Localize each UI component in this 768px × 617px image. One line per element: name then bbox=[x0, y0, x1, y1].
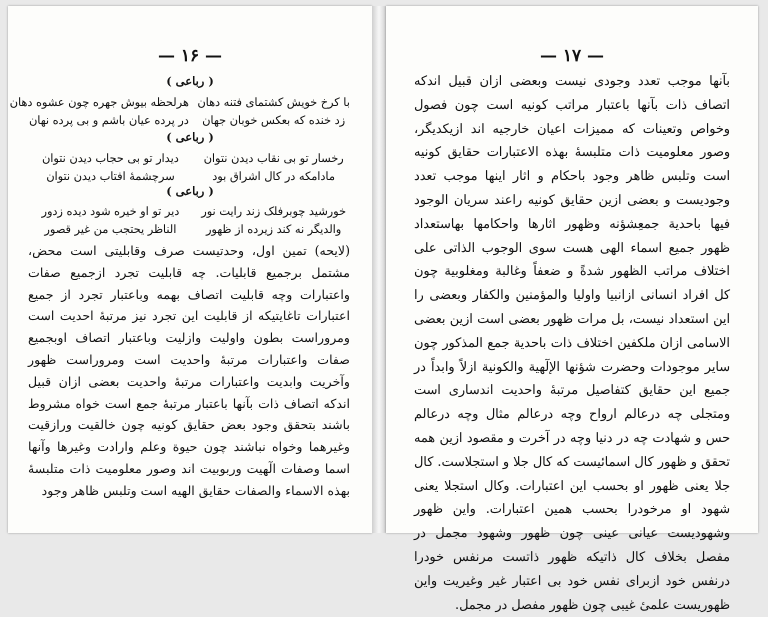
stanza-verse bbox=[32, 203, 352, 241]
verse-line: رخسار تو بی نقاب دیدن نتوان bbox=[203, 152, 344, 165]
stanza-heading: ( رباعی ) bbox=[166, 130, 214, 144]
body-paragraph: (لایحه) تمین اول، وحدتیست صرف وقابلیتی است محض، مشتمل برجمیع قابلیات. چه قابلیت تجرد ازجمیع صفات واعتبارات وچه قابلیت اتصاف بهمه وباعتبار تجرد از جمیع اعتبارات تاغایتیکه از قابلیت این تجرد نیز مرتبهٔ احدیت است ومروراست بطون واولیت وازلیت وباعتبار اتصاف اوبجمیع صفات واعتبارات مرتبهٔ واحدیت است ومروراست ظهور وآخریت وابدیت واعتبارات مرتبهٔ واحدیت بعضی ازان قبیل اندکه اتصاف ذات بآنها باعتبار مرتبهٔ جمع است خواه مشروط باشند بتحقق وجود بعض حقایق کونیه چون خالقیت ورازقیت وغیرهما وخواه نباشند چون حیوة وعلم وارادت وغیرها وآنها اسما وصفات الٓهیت وربوبیت اند وصور معلومیت ذات متلبسهٔ بهذه الاسماء والصفات حقایق الهیه است وتلبس ظاهر وجود bbox=[28, 243, 350, 498]
page-number: — ۱۷ — bbox=[539, 46, 605, 66]
verse-line: در پرده عیان باشم و بی پرده نهان bbox=[28, 114, 189, 127]
page-number: — ۱۶ — bbox=[157, 46, 223, 66]
verse-line: دیر تو او خیره شود دیده زدور bbox=[41, 205, 180, 218]
body-paragraph: بآنها موجب تعدد وجودی نیست وبعضی ازان قبیل اندکه اتصاف ذات بآنها باعتبار مراتب کونیه است چون فصول وخواص وتعینات که ممیزات اعیان خارجیه اند ازیکدیگر، وصور معلومیت ذات متلبسهٔ بهذه الاعتبارات حقایق کونیه است وتلبس ظاهر وجود باحکام و اثار اینها موجب تعدد وجودیست و بعضی ازین حقایق کونیه راعند سریان الوجود فیها باحدیة جمعِشؤنه وظهور اثارها واحکامها بهاستعداد ظهور جمیع اسماء الهی هست سوی الوجوب الذاتی علی اختلاف مراتب الظهور شدةً و ضعفاً وغالبة ومغلوبیة چون کل افراد انسانی ازانبیا واولیا والمؤمنین والکفار وبعضی را این استعداد نیست، بل مرات ظهور بعضی است ازین بعضی الاسامی ازان ملکفین اختلاف ذات باحدیة جمع المذکور چون سایر موجودات وحضرت شؤنها الإلٓهية والكونية ازلاً وابداً در جمیع این حقایق کتفاصیل مرتبهٔ واحدیت اندساری است ومتجلی چه درعالم ارواح وچه درعالم مثال وچه درعالم حس و شهادت چه در دنیا وچه در آخرت و مقصود ازین همه تحقق و ظهور کال اسمائیست که کال جلا و استجلاست. کال جلا یعنی ظهور او بحسب این اعتبارات. وکال استجلا یعنی شهود او مرخودرا بحسب همین اعتبارات. واین ظهور وشهودیست عیانی عینی چون ظهور وشهود مجمل در مفصل بخلاف کال ذاتیکه ظهور ذاتست مرنفس خودرا درنفس خود ازبرای نفس خود بی اعتبار غیر وغیریت واین ظهوریست علمیٔ غیبی چون ظهور مفصل در مجمل. bbox=[414, 74, 730, 613]
verse-line: سرچشمهٔ افتاب دیدن نتوان bbox=[46, 170, 175, 183]
book-gutter bbox=[372, 6, 386, 533]
verse-line: الناظر یحتجب من غیر قصور bbox=[44, 223, 177, 236]
verse-line: زد خنده که بعکس خوبان جهان bbox=[202, 114, 346, 127]
verse-line: دیدار تو بی حجاب دیدن نتوان bbox=[42, 152, 179, 165]
stanza-heading: ( رباعی ) bbox=[166, 184, 214, 198]
verse-line: خورشید چوبرفلک زند رایت نور bbox=[201, 205, 346, 218]
verse-line: با کرخ خویش کشتمای فتنه دهان bbox=[197, 96, 350, 109]
left-page bbox=[8, 6, 372, 533]
verse-line: والدیگر نه کند زیرده از ظهور bbox=[205, 223, 342, 236]
right-page bbox=[386, 6, 758, 613]
stanza-verse bbox=[32, 150, 352, 188]
verse-line: هرلحظه بیوش جهره چون عشوه دهان bbox=[9, 96, 189, 109]
stanza-verse bbox=[9, 94, 352, 132]
verse-line: مادامکه در کال اشراق بود bbox=[212, 170, 335, 183]
stanza-heading: ( رباعی ) bbox=[166, 74, 214, 88]
